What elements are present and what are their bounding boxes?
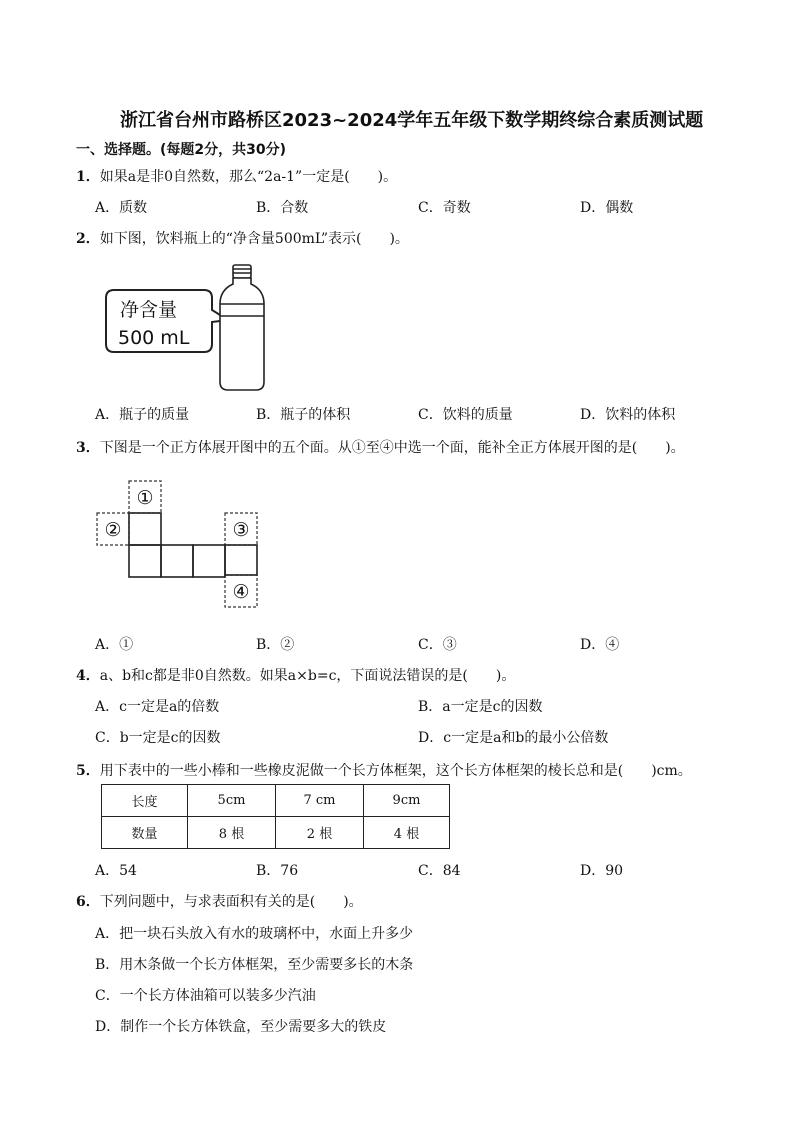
question-5 (76, 760, 692, 780)
option-c: C．奇数 (418, 200, 471, 216)
question-text: 下图是一个正方体展开图中的五个面。从①至④中选一个面，能补全正方体展开图的是( )。 (99, 440, 685, 456)
speech-bubble (106, 290, 228, 352)
option-b: B．瓶子的体积 (256, 407, 351, 423)
option-d: D．④ (580, 637, 620, 653)
option-b: B．用木条做一个长方体框架，至少需要多长的木条 (95, 957, 414, 973)
bottle-figure (100, 260, 270, 395)
question-3 (76, 437, 685, 457)
label-3: ③ (232, 519, 250, 541)
table-cell: 8 根 (188, 817, 276, 849)
option-a: A．把一块石头放入有水的玻璃杯中，水面上升多少 (95, 926, 414, 942)
table-cell: 9cm (364, 785, 450, 817)
option-c: C．b一定是c的因数 (95, 730, 221, 746)
label-2: ② (104, 519, 122, 541)
question-6 (76, 891, 363, 911)
option-b: B．76 (256, 863, 299, 879)
table-cell: 5cm (188, 785, 276, 817)
option-d: D．90 (580, 863, 624, 879)
page-title: 浙江省台州市路桥区2023~2024学年五年级下数学期终综合素质测试题 (120, 110, 704, 131)
option-d: D．制作一个长方体铁盒，至少需要多大的铁皮 (95, 1019, 387, 1035)
option-c: C．一个长方体油箱可以装多少汽油 (95, 988, 316, 1004)
table-cell: 2 根 (276, 817, 364, 849)
question-number: 2． (76, 231, 100, 247)
option-b: B．② (256, 637, 295, 653)
option-c: C．③ (418, 637, 457, 653)
option-a: A．54 (95, 863, 137, 879)
option-d: D．偶数 (580, 200, 634, 216)
question-text: a、b和c都是非0自然数。如果a×b=c，下面说法错误的是( )。 (99, 668, 516, 684)
label-4: ④ (232, 581, 250, 603)
question-1 (76, 166, 397, 186)
table-row (102, 817, 450, 849)
option-c: C．饮料的质量 (418, 407, 513, 423)
question-text: 如果a是非0自然数，那么“2a-1”一定是( )。 (99, 169, 398, 185)
question-number: 4． (76, 668, 100, 684)
cube-net-figure (94, 478, 264, 610)
bubble-line-1: 净含量 (120, 299, 178, 321)
question-2 (76, 228, 409, 248)
option-a: A．瓶子的质量 (95, 407, 190, 423)
question-4 (76, 665, 515, 685)
option-a: A．c一定是a的倍数 (95, 699, 220, 715)
option-d: D．c一定是a和b的最小公倍数 (418, 730, 609, 746)
question-number: 6． (76, 894, 100, 910)
question-text: 用下表中的一些小棒和一些橡皮泥做一个长方体框架，这个长方体框架的棱长总和是( )cm。 (99, 763, 692, 779)
table-cell: 7 cm (276, 785, 364, 817)
option-c: C．84 (418, 863, 461, 879)
question-number: 1． (76, 169, 100, 185)
option-a: A．① (95, 637, 134, 653)
label-1: ① (136, 487, 154, 509)
question-number: 5． (76, 763, 100, 779)
bottle-icon (220, 265, 264, 390)
table-cell: 4 根 (364, 817, 450, 849)
question-text: 如下图，饮料瓶上的“净含量500mL”表示( )。 (99, 231, 409, 247)
bubble-line-2: 500 mL (118, 327, 190, 349)
option-b: B．合数 (256, 200, 309, 216)
option-b: B．a一定是c的因数 (418, 699, 543, 715)
section-heading: 一、选择题。(每题2分，共30分) (76, 142, 287, 158)
question-number: 3． (76, 440, 100, 456)
stick-table (101, 784, 450, 849)
table-cell: 长度 (102, 785, 188, 817)
question-text: 下列问题中，与求表面积有关的是( )。 (99, 894, 363, 910)
table-row (102, 785, 450, 817)
option-d: D．饮料的体积 (580, 407, 676, 423)
option-a: A．质数 (95, 200, 148, 216)
table-cell: 数量 (102, 817, 188, 849)
